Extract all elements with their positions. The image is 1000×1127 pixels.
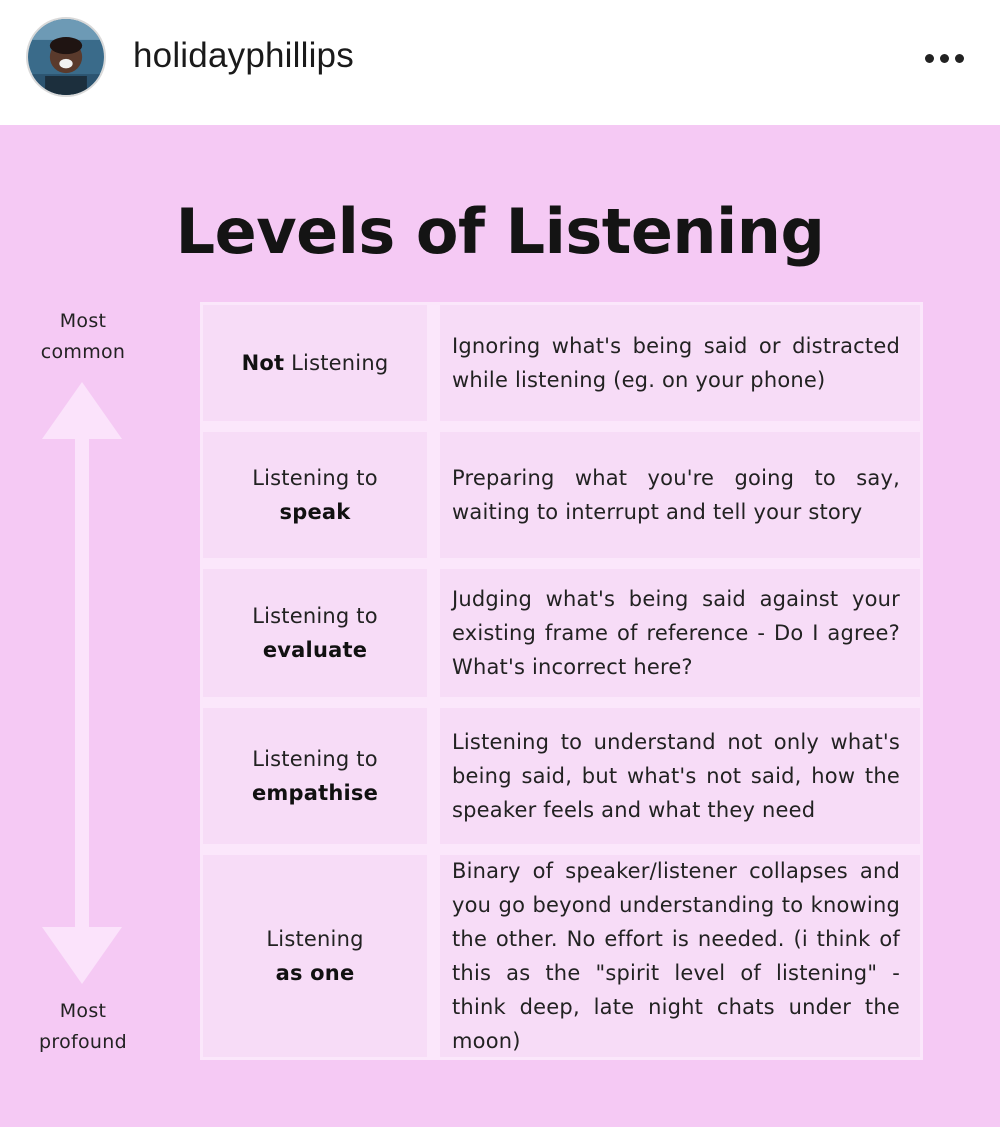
scale-bottom-label [28, 996, 138, 1058]
level-description-cell [440, 708, 920, 844]
level-label-top: Listening to [252, 604, 378, 628]
level-label-cell [203, 855, 427, 1057]
table-row [200, 855, 923, 1057]
level-label-bold: as one [275, 961, 355, 985]
level-description-cell [440, 305, 920, 421]
level-label-bold: speak [279, 500, 351, 524]
level-description: Listening to understand not only what's being said, but what's not said, how the speaker feels and what they need [452, 730, 900, 822]
table-row [200, 708, 923, 844]
level-label-top: Listening [266, 927, 364, 951]
scale-top-label [28, 306, 138, 368]
level-label-bold: empathise [251, 781, 379, 805]
level-description: Judging what's being said against your existing frame of reference - Do I agree? What's incorrect here? [452, 587, 900, 679]
table-row [200, 305, 923, 421]
levels-table [200, 302, 923, 1060]
level-description: Binary of speaker/listener collapses and you go beyond understanding to knowing the other. No effort is needed. (i think of this as the "spirit level of listening" - think deep, late night chats under the moon) [452, 859, 900, 1053]
level-description-cell [440, 855, 920, 1057]
double-arrow-icon [40, 382, 124, 984]
level-label [242, 346, 389, 380]
post-header [0, 0, 1000, 125]
level-label-bold: evaluate [262, 638, 368, 662]
level-description: Preparing what you're going to say, waiting to interrupt and tell your story [452, 466, 900, 524]
post-image[interactable] [0, 125, 1000, 1127]
level-description: Ignoring what's being said or distracted while listening (eg. on your phone) [452, 334, 900, 392]
dot [955, 54, 964, 63]
scale-bottom-line-2: profound [39, 1031, 127, 1053]
username[interactable]: holidayphillips [133, 36, 354, 75]
level-label-top: Listening to [252, 747, 378, 771]
level-label-cell [203, 569, 427, 697]
scale-top-line-2: common [40, 341, 126, 363]
level-label-cell [203, 432, 427, 558]
table-row [200, 569, 923, 697]
level-label-bold: Not [241, 351, 285, 375]
dot [925, 54, 934, 63]
avatar[interactable] [26, 17, 106, 97]
scale-top-line-1: Most [59, 310, 107, 332]
level-description-cell [440, 569, 920, 697]
dot [940, 54, 949, 63]
more-options-icon[interactable] [915, 40, 973, 76]
profile-photo-icon [28, 19, 104, 95]
scale-bottom-line-1: Most [59, 1000, 107, 1022]
table-row [200, 432, 923, 558]
level-label-top: Listening to [252, 466, 378, 490]
infographic-title: Levels of Listening [175, 195, 825, 268]
level-label-rest: Listening [284, 351, 389, 375]
level-label-cell [203, 708, 427, 844]
level-label-cell [203, 305, 427, 421]
level-description-cell [440, 432, 920, 558]
